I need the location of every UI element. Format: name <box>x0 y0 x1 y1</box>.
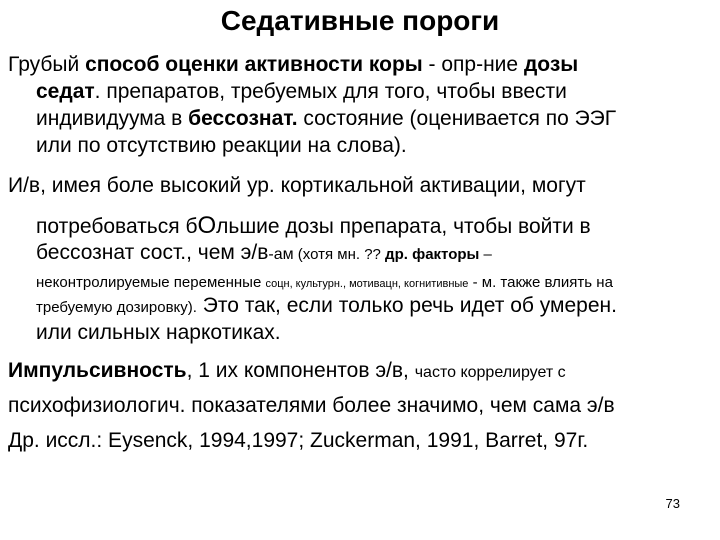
text-line <box>36 213 591 240</box>
bold-text: др. факторы <box>385 246 480 263</box>
text-line <box>36 79 567 105</box>
text-line <box>36 133 407 159</box>
text-run: – <box>479 246 492 263</box>
text-run: Это так, если только речь идет об умерен. <box>196 294 617 317</box>
text-run: индивидуума в <box>36 107 189 130</box>
text-run: . препаратов, требуемых для того, чтобы ввести <box>94 80 567 103</box>
emphasis-letter: О <box>197 212 217 239</box>
text-line <box>8 173 586 199</box>
text-run: состояние (оценивается по ЭЭГ <box>297 107 617 130</box>
bold-text: дозы <box>523 53 579 76</box>
text-run: или по отсутствию реакции на слова). <box>36 134 407 157</box>
bold-text: Импульсивность <box>8 359 187 382</box>
text-run: бессознат сост., чем э/в <box>36 241 269 264</box>
small-text: соцн, культурн., мотивацн, когнитивные <box>265 278 469 290</box>
text-line <box>36 293 617 321</box>
text-run: психофизиологич. показателями более значимо, чем сама э/в <box>8 394 615 417</box>
text-line <box>8 393 615 419</box>
text-run: или сильных наркотиках. <box>36 321 281 344</box>
bold-text: бессознат. <box>188 107 298 130</box>
text-line <box>36 320 281 346</box>
text-run: Грубый <box>8 53 86 76</box>
text-run: льшие дозы препарата, чтобы войти в <box>216 215 591 238</box>
bold-text: способ оценки активности коры <box>85 53 423 76</box>
text-run: потребоваться б <box>36 215 198 238</box>
text-line <box>8 358 566 386</box>
text-run: - м. также влиять на <box>468 274 613 291</box>
page-number: 73 <box>665 496 680 511</box>
text-line <box>36 240 492 268</box>
text-run: , 1 их компонентов э/в, <box>186 359 415 382</box>
slide-title: Седативные пороги <box>220 5 500 36</box>
text-run: неконтролируемые переменные <box>36 274 266 291</box>
text-line <box>36 106 616 132</box>
text-run: (хотя мн. ?? <box>293 246 386 263</box>
text-run: Др. иссл.: Eysenck, 1994,1997; Zuckerman, 1991, Barret, 97г. <box>8 429 589 452</box>
text-run: -ам <box>268 246 294 263</box>
text-run: И/в, имея боле высокий ур. кортикальной активации, могут <box>8 174 586 197</box>
text-run: - опр-ние <box>422 53 524 76</box>
text-line <box>8 428 588 454</box>
text-line <box>8 52 578 78</box>
text-run: часто коррелирует с <box>414 364 566 381</box>
text-run: требуемую дозировку). <box>36 299 197 316</box>
bold-text: седат <box>36 80 95 103</box>
